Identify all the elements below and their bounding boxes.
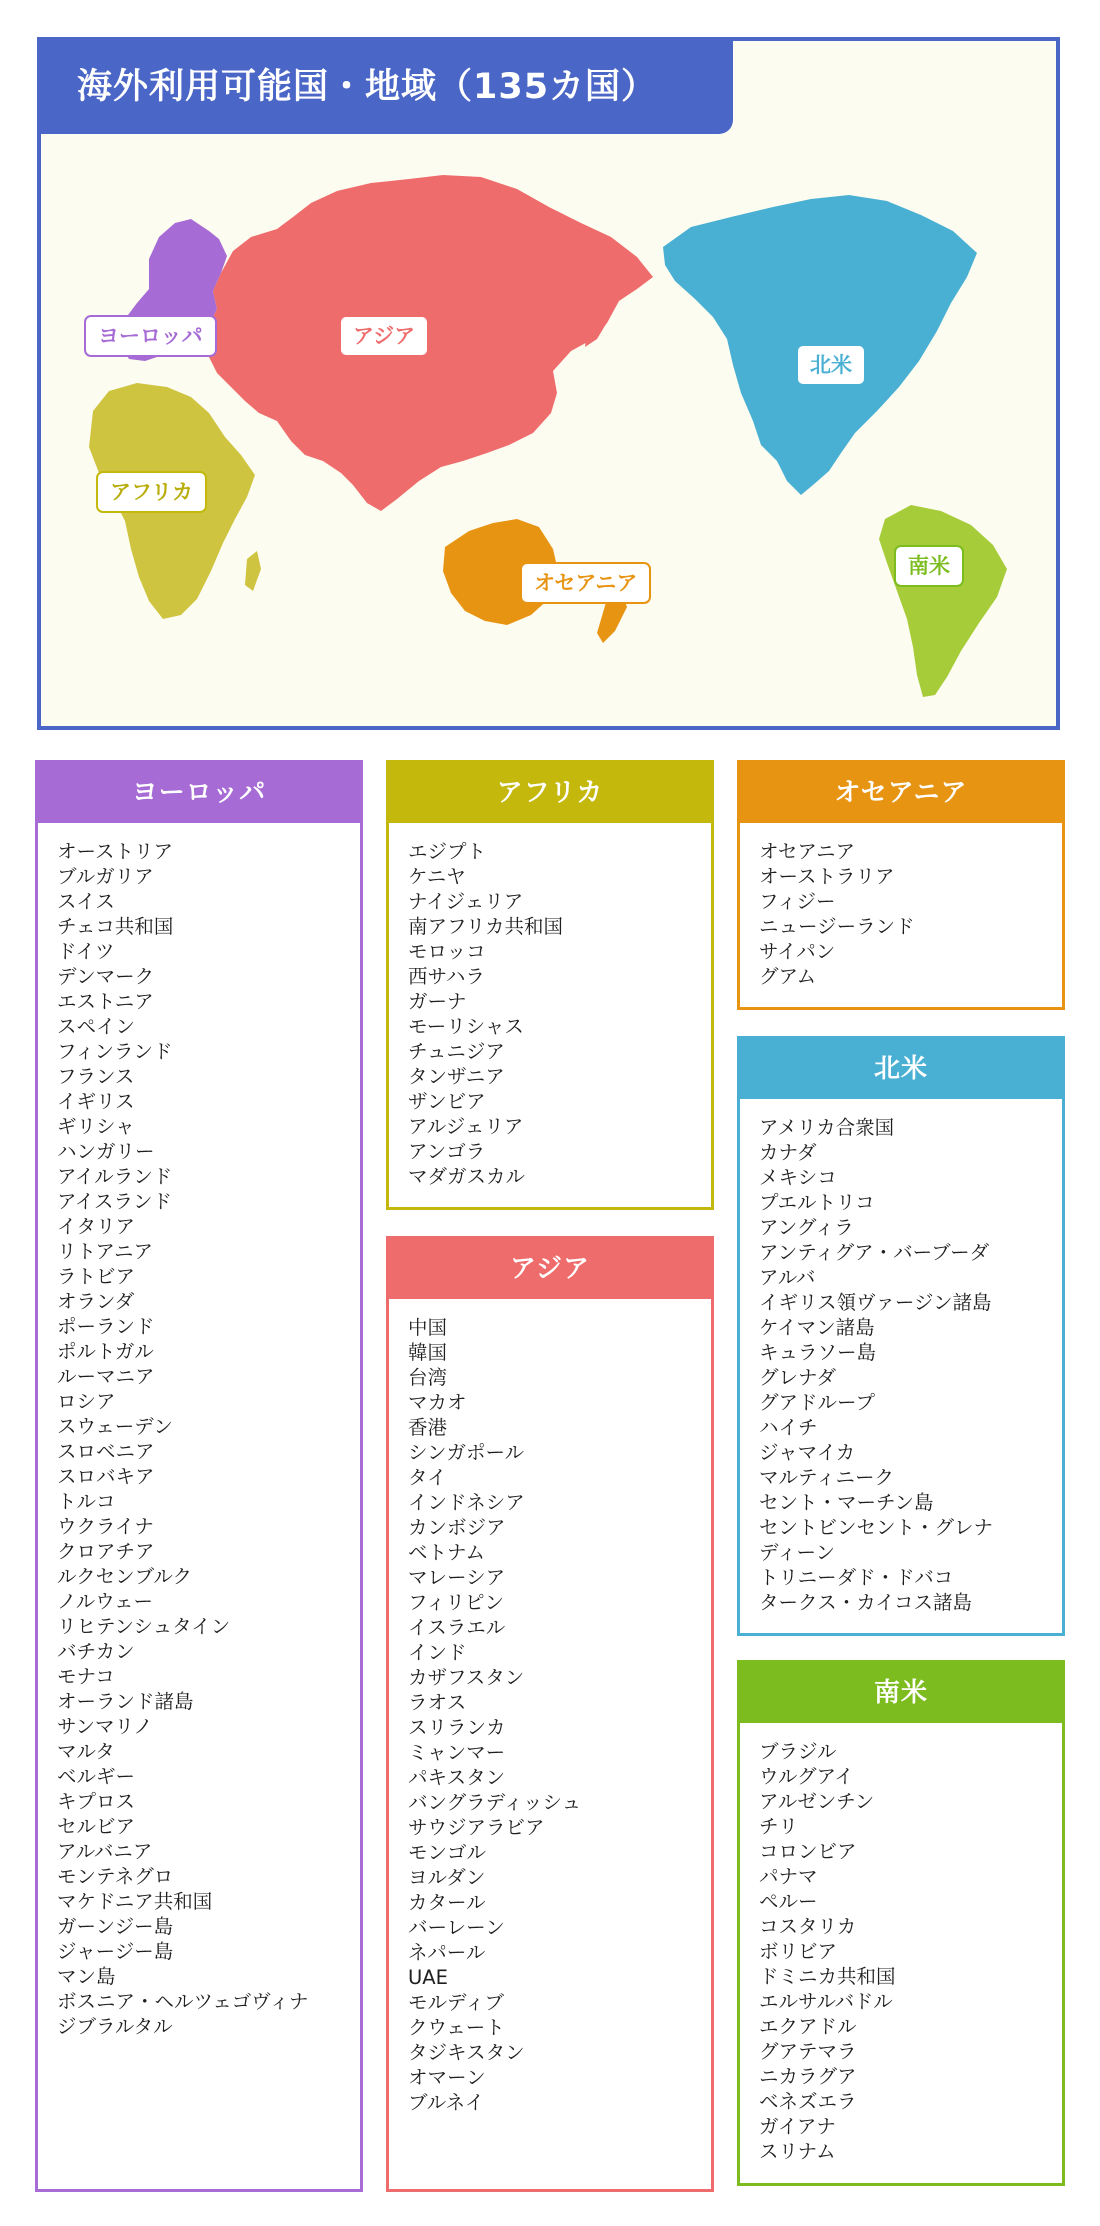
country-item: フィンランド xyxy=(57,1040,173,1063)
country-list-north-america xyxy=(740,1099,1062,1615)
country-item: ドイツ xyxy=(57,940,115,963)
country-item: アルバニア xyxy=(57,1840,153,1863)
country-item: オーストリア xyxy=(57,840,174,863)
country-item: ブルネイ xyxy=(408,2091,485,2114)
country-item: マカオ xyxy=(408,1391,467,1414)
panel-north-america xyxy=(737,1036,1065,1636)
country-item: アルバ xyxy=(759,1266,816,1289)
country-item: ハンガリー xyxy=(57,1140,155,1163)
panel-oceania xyxy=(737,760,1065,1010)
country-item: チュニジア xyxy=(408,1040,505,1063)
country-item: メキシコ xyxy=(759,1166,837,1189)
country-item: カナダ xyxy=(759,1141,817,1164)
country-item: カンボジア xyxy=(408,1516,506,1539)
country-item: カタール xyxy=(408,1891,486,1914)
country-item: イタリア xyxy=(57,1215,136,1238)
country-item: シンガポール xyxy=(408,1441,525,1464)
country-item: マケドニア共和国 xyxy=(57,1890,213,1913)
country-item: ラオス xyxy=(408,1691,467,1714)
country-item: グアテマラ xyxy=(759,2040,857,2063)
country-item: アルゼンチン xyxy=(759,1790,875,1813)
country-item: フィリピン xyxy=(408,1591,504,1614)
country-item: アングィラ xyxy=(759,1216,854,1239)
country-item: オランダ xyxy=(57,1290,135,1313)
country-item: アイルランド xyxy=(57,1165,173,1188)
country-item: エクアドル xyxy=(759,2015,857,2038)
country-item: アンティグア・バーブーダ xyxy=(759,1241,990,1264)
country-item: グレナダ xyxy=(759,1366,837,1389)
country-item: ジブラルタル xyxy=(57,2015,173,2038)
country-item: モンゴル xyxy=(408,1841,487,1864)
country-item: クウェート xyxy=(408,2016,505,2039)
country-item: フィジー xyxy=(759,890,836,913)
page-title: 海外利用可能国・地域（135カ国） xyxy=(41,41,733,134)
country-item: キプロス xyxy=(57,1790,136,1813)
panel-header-europe: ヨーロッパ xyxy=(38,763,360,823)
country-item: プエルトリコ xyxy=(759,1191,875,1214)
panel-asia xyxy=(386,1236,714,2192)
country-item: インドネシア xyxy=(408,1491,525,1514)
country-item: アルジェリア xyxy=(408,1115,524,1138)
country-item: ルクセンブルク xyxy=(57,1565,192,1588)
country-item: スイス xyxy=(57,890,115,913)
country-item: アンゴラ xyxy=(408,1140,486,1163)
country-item: インド xyxy=(408,1641,467,1664)
country-item: ベルギー xyxy=(57,1765,136,1788)
country-item: イギリス領ヴァージン諸島 xyxy=(759,1291,992,1314)
country-item: ペルー xyxy=(759,1890,818,1913)
country-item: チェコ共和国 xyxy=(57,915,174,938)
panel-header-africa: アフリカ xyxy=(389,763,711,823)
country-item: モンテネグロ xyxy=(57,1865,174,1888)
country-item: マルタ xyxy=(57,1740,115,1763)
country-item: グアドループ xyxy=(759,1391,876,1414)
country-item: オーランド諸島 xyxy=(57,1690,194,1713)
country-item: リトアニア xyxy=(57,1240,153,1263)
country-item: ネパール xyxy=(408,1941,486,1964)
country-item: カザフスタン xyxy=(408,1666,525,1689)
country-item: ヨルダン xyxy=(408,1866,486,1889)
country-item: オーストラリア xyxy=(759,865,895,888)
country-item: ギリシャ xyxy=(57,1115,135,1138)
country-item: モルディブ xyxy=(408,1991,504,2014)
country-item: オセアニア xyxy=(759,840,855,863)
map-label-oceania[interactable]: オセアニア xyxy=(520,562,651,604)
country-item: タークス・カイコス諸島 xyxy=(759,1591,972,1614)
country-item: ベトナム xyxy=(408,1541,486,1564)
country-item: トルコ xyxy=(57,1490,116,1513)
country-list-south-america xyxy=(740,1723,1062,2164)
country-item: トリニーダド・ドバコ xyxy=(759,1566,954,1589)
country-item: ナイジェリア xyxy=(408,890,524,913)
country-item: ニカラグア xyxy=(759,2065,857,2088)
country-item: ケニヤ xyxy=(408,865,466,888)
country-item: セルビア xyxy=(57,1815,136,1838)
country-item: ザンビア xyxy=(408,1090,486,1113)
country-item: スウェーデン xyxy=(57,1415,173,1438)
country-list-asia xyxy=(389,1299,711,2115)
map-label-south-america[interactable]: 南米 xyxy=(894,545,964,587)
country-item: ロシア xyxy=(57,1390,116,1413)
country-item: モナコ xyxy=(57,1665,115,1688)
country-item: 中国 xyxy=(408,1316,448,1339)
country-item: 西サハラ xyxy=(408,965,485,988)
map-label-europe[interactable]: ヨーロッパ xyxy=(84,315,217,357)
country-item: セントビンセント・グレナ xyxy=(759,1516,994,1539)
panel-header-asia: アジア xyxy=(389,1239,711,1299)
country-item: ノルウェー xyxy=(57,1590,153,1613)
country-item: バーレーン xyxy=(408,1916,505,1939)
country-item: ブルガリア xyxy=(57,865,154,888)
panel-header-north-america: 北米 xyxy=(740,1039,1062,1099)
country-item: ミャンマー xyxy=(408,1741,506,1764)
country-item: リヒテンシュタイン xyxy=(57,1615,231,1638)
country-item: パナマ xyxy=(759,1865,818,1888)
map-label-africa[interactable]: アフリカ xyxy=(96,471,207,513)
country-item: サンマリノ xyxy=(57,1715,153,1738)
country-item: ジャージー島 xyxy=(57,1940,174,1963)
country-list-europe xyxy=(38,823,360,2039)
map-label-asia[interactable]: アジア xyxy=(339,315,429,357)
country-item: セント・マーチン島 xyxy=(759,1491,934,1514)
country-item: ポーランド xyxy=(57,1315,155,1338)
country-item: タジキスタン xyxy=(408,2041,525,2064)
country-item: ウルグアイ xyxy=(759,1765,854,1788)
country-item: コロンビア xyxy=(759,1840,857,1863)
map-region-madagascar xyxy=(245,551,261,591)
country-item: ガーナ xyxy=(408,990,467,1013)
country-item: スペイン xyxy=(57,1015,136,1038)
country-item: エルサルバドル xyxy=(759,1990,893,2013)
country-item: 韓国 xyxy=(408,1341,448,1364)
country-item: ガイアナ xyxy=(759,2115,836,2138)
world-map-panel xyxy=(37,37,1060,730)
country-item: UAE xyxy=(408,1966,448,1989)
country-item: チリ xyxy=(759,1815,799,1838)
country-item: ボリビア xyxy=(759,1940,838,1963)
country-item: タンザニア xyxy=(408,1065,505,1088)
country-item: ニュージーランド xyxy=(759,915,915,938)
country-item: バチカン xyxy=(57,1640,135,1663)
country-item: 台湾 xyxy=(408,1366,448,1389)
country-item: マレーシア xyxy=(408,1566,506,1589)
country-item: ルーマニア xyxy=(57,1365,155,1388)
country-item: ドミニカ共和国 xyxy=(759,1965,896,1988)
country-item: ラトビア xyxy=(57,1265,136,1288)
country-item: サウジアラビア xyxy=(408,1816,545,1839)
country-item: スリナム xyxy=(759,2140,836,2163)
map-region-south-america[interactable] xyxy=(879,505,1007,697)
country-item: ディーン xyxy=(759,1541,836,1564)
country-item: ウクライナ xyxy=(57,1515,154,1538)
country-item: 香港 xyxy=(408,1416,448,1439)
country-item: ボスニア・ヘルツェゴヴィナ xyxy=(57,1990,309,2013)
country-item: モーリシャス xyxy=(408,1015,524,1038)
panel-africa xyxy=(386,760,714,1210)
country-item: モロッコ xyxy=(408,940,486,963)
country-item: サイパン xyxy=(759,940,836,963)
country-list-oceania xyxy=(740,823,1062,989)
country-item: スロバキア xyxy=(57,1465,155,1488)
country-item: ポルトガル xyxy=(57,1340,154,1363)
panel-south-america xyxy=(737,1660,1065,2186)
country-item: グアム xyxy=(759,965,817,988)
country-item: タイ xyxy=(408,1466,447,1489)
country-item: ベネズエラ xyxy=(759,2090,857,2113)
country-item: マン島 xyxy=(57,1965,116,1988)
panel-header-south-america: 南米 xyxy=(740,1663,1062,1723)
country-item: コスタリカ xyxy=(759,1915,857,1938)
country-item: スロベニア xyxy=(57,1440,155,1463)
country-item: エジプト xyxy=(408,840,487,863)
map-label-north-america[interactable]: 北米 xyxy=(796,344,866,386)
country-item: マルティニーク xyxy=(759,1466,894,1489)
country-item: フランス xyxy=(57,1065,135,1088)
country-item: ガーンジー島 xyxy=(57,1915,174,1938)
country-item: イギリス xyxy=(57,1090,135,1113)
country-item: オマーン xyxy=(408,2066,486,2089)
country-item: ケイマン諸島 xyxy=(759,1316,875,1339)
country-item: ハイチ xyxy=(759,1416,818,1439)
country-item: バングラディッシュ xyxy=(408,1791,582,1814)
country-item: ブラジル xyxy=(759,1740,837,1763)
country-item: マダガスカル xyxy=(408,1165,526,1188)
country-list-africa xyxy=(389,823,711,1189)
panel-header-oceania: オセアニア xyxy=(740,763,1062,823)
country-item: パキスタン xyxy=(408,1766,506,1789)
country-item: スリランカ xyxy=(408,1716,506,1739)
country-item: アイスランド xyxy=(57,1190,173,1213)
country-item: 南アフリカ共和国 xyxy=(408,915,564,938)
country-item: クロアチア xyxy=(57,1540,155,1563)
country-item: デンマーク xyxy=(57,965,155,988)
country-item: アメリカ合衆国 xyxy=(759,1116,895,1139)
panel-europe xyxy=(35,760,363,2192)
country-item: ジャマイカ xyxy=(759,1441,856,1464)
country-item: イスラエル xyxy=(408,1616,506,1639)
world-map xyxy=(41,41,1056,726)
country-item: エストニア xyxy=(57,990,154,1013)
country-item: キュラソー島 xyxy=(759,1341,877,1364)
